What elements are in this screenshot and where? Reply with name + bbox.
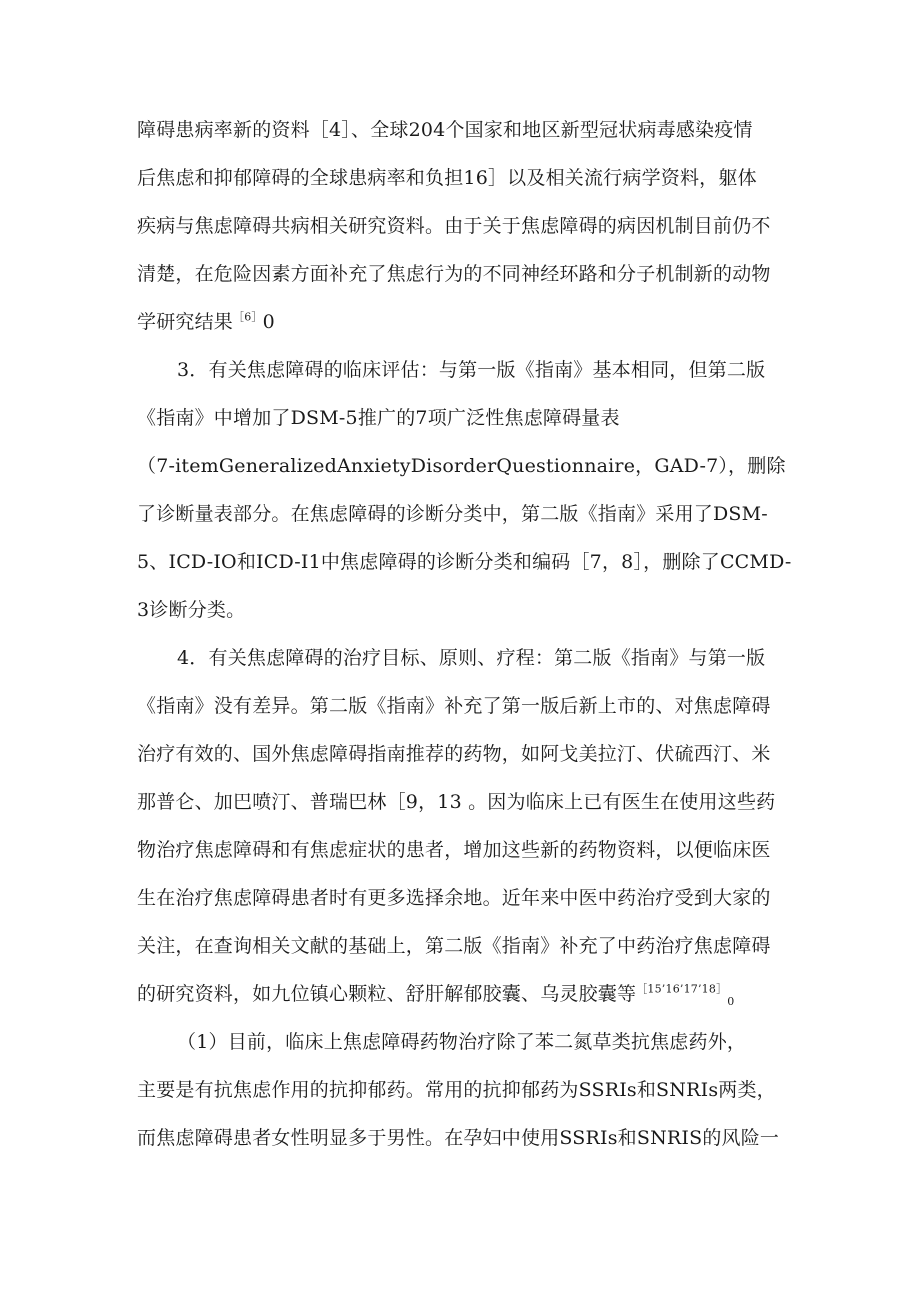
paragraph-line: 而焦虑障碍患者女性明显多于男性。在孕妇中使用SSRIs和SNRIS的风险一 [137,1127,780,1149]
paragraph-line: 障碍患病率新的资料［4］、全球204个国家和地区新型冠状病毒感染疫情 [137,119,753,141]
paragraph-line: 主要是有抗焦虑作用的抗抑郁药。常用的抗抑郁药为SSRIs和SNRIs两类， [137,1079,776,1101]
paragraph-line: 3．有关焦虑障碍的临床评估：与第一版《指南》基本相同，但第二版 [177,359,766,381]
line-tail: 0 [727,994,735,1006]
paragraph-line: 4．有关焦虑障碍的治疗目标、原则、疗程：第二版《指南》与第一版 [177,647,766,669]
line-text: 的研究资料，如九位镇心颗粒、舒肝解郁胶囊、乌灵胶囊等 [137,983,637,1005]
paragraph-line: 后焦虑和抑郁障碍的全球患病率和负担16］以及相关流行病学资料，躯体 [137,167,757,189]
paragraph-line: 《指南》没有差异。第二版《指南》补充了第一版后新上市的、对焦虑障碍 [137,695,771,717]
paragraph-line: 3诊断分类。 [137,599,246,621]
citation-ref: ［6］ [233,310,263,324]
paragraph-line [137,310,797,334]
paragraph-line: 物治疗焦虑障碍和有焦虑症状的患者，增加这些新的药物资料，以便临床医 [137,839,771,861]
paragraph-line: 清楚，在危险因素方面补充了焦虑行为的不同神经环路和分子机制新的动物 [137,263,771,285]
line-text: 学研究结果 [137,311,234,333]
citation-ref: ［15’16’17’18］ [636,982,728,996]
paragraph-line: （7-itemGeneralizedAnxietyDisorderQuestionnaire，GAD-7），删除 [137,455,786,477]
paragraph-line: （1）目前，临床上焦虑障碍药物治疗除了苯二氮草类抗焦虑药外， [177,1031,747,1053]
paragraph-line: 《指南》中增加了DSM-5推广的7项广泛性焦虑障碍量表 [137,407,620,429]
paragraph-line: 5、ICD-IO和ICD-I1中焦虑障碍的诊断分类和编码［7，8］，删除了CCMD- [137,551,792,573]
paragraph-line: 关注，在查询相关文献的基础上，第二版《指南》补充了中药治疗焦虑障碍 [137,935,771,957]
line-tail: 0 [262,311,275,333]
paragraph-line: 了诊断量表部分。在焦虑障碍的诊断分类中，第二版《指南》采用了DSM- [137,503,768,525]
paragraph-line: 生在治疗焦虑障碍患者时有更多选择余地。近年来中医中药治疗受到大家的 [137,887,771,909]
paragraph-line: 疾病与焦虑障碍共病相关研究资料。由于关于焦虑障碍的病因机制目前仍不 [137,215,771,237]
paragraph-line [137,982,797,1006]
paragraph-line: 那普仑、加巴喷汀、普瑞巴林［9，13 。因为临床上已有医生在使用这些药 [137,791,776,813]
paragraph-line: 治疗有效的、国外焦虑障碍指南推荐的药物，如阿戈美拉汀、伏硫西汀、米 [137,743,771,765]
